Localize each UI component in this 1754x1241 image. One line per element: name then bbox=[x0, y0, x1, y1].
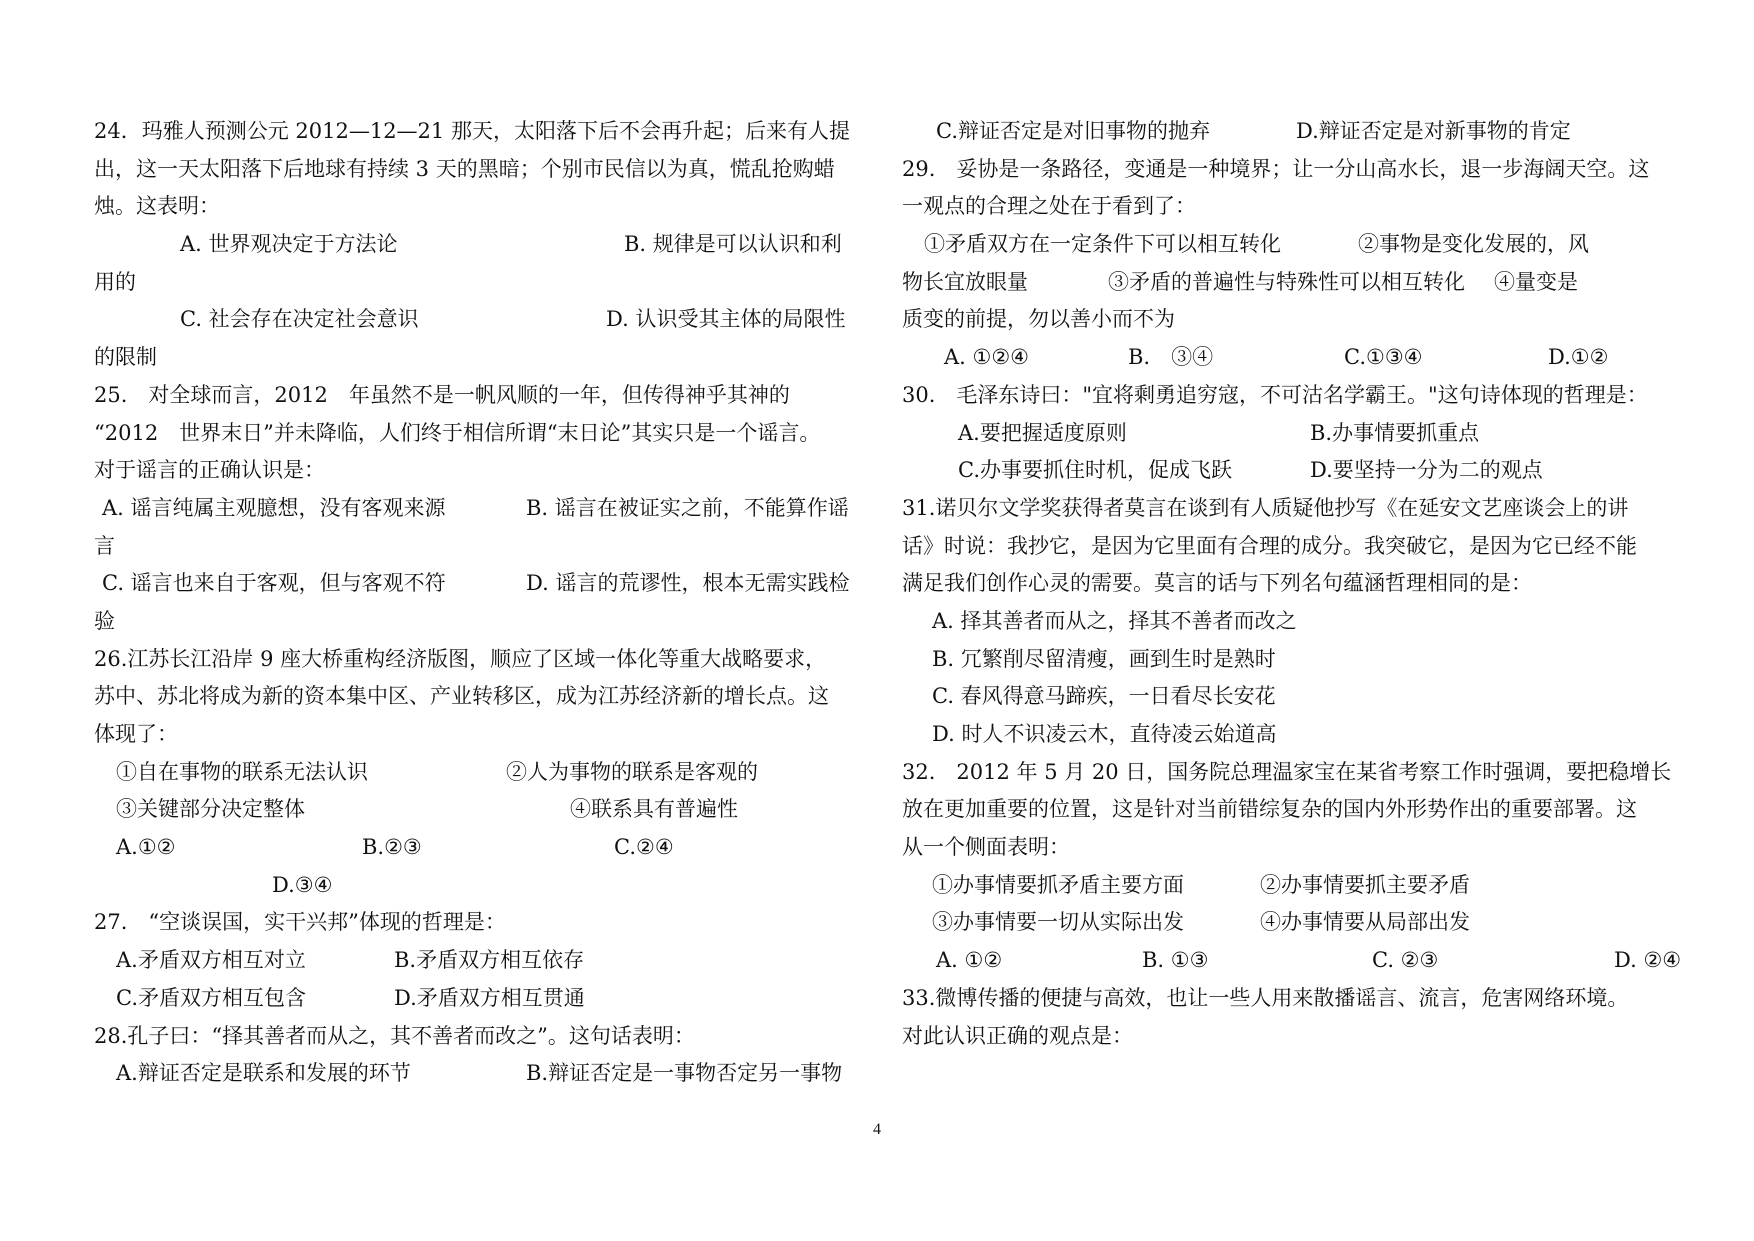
text-segment: 烛。这表明： bbox=[94, 194, 220, 219]
text-segment: 30. 毛泽东诗曰："宜将剩勇追穷寇，不可沽名学霸王。"这句诗体现的哲理是： bbox=[902, 382, 1648, 407]
text-segment: C.辩证否定是对旧事物的抛弃 bbox=[936, 119, 1210, 143]
text-line bbox=[902, 188, 1670, 226]
text-segment: “2012 世界末日”并未降临，人们终于相信所谓“末日论”其实只是一个谣言。 bbox=[94, 420, 821, 445]
text-line bbox=[902, 867, 1670, 905]
text-line bbox=[902, 641, 1670, 679]
text-line bbox=[902, 1018, 1670, 1056]
text-line bbox=[94, 829, 862, 867]
text-segment: D.矛盾双方相互贯通 bbox=[394, 985, 585, 1010]
text-line bbox=[902, 942, 1682, 980]
text-line bbox=[94, 377, 862, 415]
text-line bbox=[94, 942, 862, 980]
text-segment: 验 bbox=[94, 608, 115, 633]
text-line bbox=[94, 791, 862, 829]
text-segment: A.辩证否定是联系和发展的环节 bbox=[116, 1061, 411, 1086]
text-segment: 出，这一天太阳落下后地球有持续 3 天的黑暗；个别市民信以为真，慌乱抢购蜡 bbox=[94, 156, 835, 181]
text-segment: A.矛盾双方相互对立 bbox=[116, 948, 306, 973]
text-line bbox=[902, 226, 1670, 264]
text-segment: A. ①②④ bbox=[944, 345, 1029, 370]
text-segment: D. ②④ bbox=[1614, 948, 1682, 973]
text-line bbox=[902, 301, 1670, 339]
text-segment: C.②④ bbox=[614, 835, 674, 860]
text-segment: B.办事情要抓重点 bbox=[1310, 420, 1480, 445]
text-line bbox=[94, 339, 862, 377]
text-segment: ④联系具有普遍性 bbox=[570, 797, 738, 822]
text-segment: B.矛盾双方相互依存 bbox=[394, 948, 585, 973]
text-segment: 话》时说：我抄它，是因为它里面有合理的成分。我突破它，是因为它已经不能 bbox=[902, 533, 1637, 558]
text-segment: A. 世界观决定于方法论 bbox=[180, 232, 398, 257]
text-segment: C. ②③ bbox=[1372, 948, 1439, 973]
text-segment: B. 冗繁削尽留清瘦，画到生时是熟时 bbox=[932, 646, 1276, 671]
text-segment: 放在更加重要的位置，这是针对当前错综复杂的国内外形势作出的重要部署。这 bbox=[902, 797, 1637, 822]
text-line bbox=[94, 452, 862, 490]
text-line bbox=[902, 754, 1670, 792]
text-segment: 27. “空谈误国，实干兴邦”体现的哲理是： bbox=[94, 910, 506, 935]
text-segment: 31.诺贝尔文学奖获得者莫言在谈到有人质疑他抄写《在延安文艺座谈会上的讲 bbox=[902, 495, 1629, 520]
text-segment: A.要把握适度原则 bbox=[958, 420, 1127, 445]
text-segment: B. 谣言在被证实之前，不能算作谣 bbox=[526, 495, 849, 520]
text-line bbox=[902, 904, 1670, 942]
page-number: 4 bbox=[873, 1121, 881, 1138]
text-segment: ④量变是 bbox=[1494, 269, 1578, 294]
text-line bbox=[94, 678, 862, 716]
text-line bbox=[94, 490, 862, 528]
text-segment: D. 认识受其主体的局限性 bbox=[606, 307, 846, 332]
text-segment: B.辩证否定是一事物否定另一事物 bbox=[526, 1061, 843, 1086]
text-segment: A. ①② bbox=[936, 948, 1003, 973]
text-line bbox=[94, 528, 862, 566]
text-line bbox=[94, 151, 862, 189]
text-segment: A. 谣言纯属主观臆想，没有客观来源 bbox=[102, 495, 446, 520]
right-column bbox=[902, 113, 1682, 1055]
text-line bbox=[902, 151, 1670, 189]
text-segment: ②人为事物的联系是客观的 bbox=[506, 759, 758, 784]
text-segment: 苏中、苏北将成为新的资本集中区、产业转移区，成为江苏经济新的增长点。这 bbox=[94, 684, 829, 709]
text-segment: 质变的前提，勿以善小而不为 bbox=[902, 307, 1175, 332]
text-line bbox=[94, 754, 862, 792]
text-segment: D.①② bbox=[1548, 345, 1609, 370]
text-segment: ①矛盾双方在一定条件下可以相互转化 bbox=[924, 232, 1281, 257]
text-line bbox=[94, 113, 862, 151]
text-line bbox=[902, 678, 1670, 716]
left-column bbox=[94, 113, 862, 1093]
text-line bbox=[94, 716, 862, 754]
text-line bbox=[94, 1055, 862, 1093]
text-segment: D. 时人不识凌云木，直待凌云始道高 bbox=[932, 722, 1277, 746]
text-line bbox=[94, 904, 862, 942]
text-segment: D.③④ bbox=[272, 872, 333, 897]
text-line bbox=[902, 113, 1670, 151]
text-segment: 对此认识正确的观点是： bbox=[902, 1023, 1133, 1048]
text-segment: C. 社会存在决定社会意识 bbox=[180, 307, 419, 332]
text-line bbox=[94, 301, 862, 339]
text-line bbox=[94, 415, 862, 453]
text-line bbox=[94, 226, 862, 264]
text-segment: 32. 2012 年 5 月 20 日，国务院总理温家宝在某省考察工作时强调，要把稳增长 bbox=[902, 759, 1672, 784]
text-segment: 物长宜放眼量 bbox=[902, 269, 1028, 294]
text-segment: 言 bbox=[94, 533, 115, 558]
text-line bbox=[902, 603, 1670, 641]
text-line bbox=[902, 716, 1670, 754]
text-segment: D.要坚持一分为二的观点 bbox=[1310, 458, 1543, 483]
text-line bbox=[94, 603, 862, 641]
text-segment: ②办事情要抓主要矛盾 bbox=[1260, 872, 1470, 897]
text-segment: 对于谣言的正确认识是： bbox=[94, 458, 325, 483]
text-segment: ②事物是变化发展的，风 bbox=[1358, 232, 1589, 257]
text-segment: 28.孔子曰：“择其善者而从之，其不善者而改之”。这句话表明： bbox=[94, 1023, 695, 1048]
text-segment: B.②③ bbox=[362, 835, 422, 860]
text-segment: A.①② bbox=[116, 835, 176, 860]
text-segment: ④办事情要从局部出发 bbox=[1260, 910, 1470, 935]
text-segment: A. 择其善者而从之，择其不善者而改之 bbox=[932, 608, 1297, 633]
text-line bbox=[902, 415, 1670, 453]
text-line bbox=[902, 528, 1670, 566]
text-segment: ①自在事物的联系无法认识 bbox=[116, 759, 368, 784]
text-segment: 的限制 bbox=[94, 345, 157, 370]
text-line bbox=[902, 377, 1670, 415]
text-line bbox=[902, 791, 1670, 829]
text-segment: 体现了： bbox=[94, 722, 178, 746]
text-line bbox=[94, 565, 862, 603]
text-segment: 一观点的合理之处在于看到了： bbox=[902, 194, 1196, 219]
text-line bbox=[902, 452, 1670, 490]
text-segment: 25. 对全球而言，2012 年虽然不是一帆风顺的一年，但传得神乎其神的 bbox=[94, 382, 790, 407]
text-line bbox=[902, 339, 1670, 377]
text-line bbox=[902, 829, 1670, 867]
text-segment: ③关键部分决定整体 bbox=[116, 797, 305, 822]
text-segment: ③矛盾的普遍性与特殊性可以相互转化 bbox=[1108, 269, 1465, 294]
text-segment: 26.江苏长江沿岸 9 座大桥重构经济版图，顺应了区域一体化等重大战略要求， bbox=[94, 646, 827, 671]
text-segment: 29. 妥协是一条路径，变通是一种境界；让一分山高水长，退一步海阔天空。这 bbox=[902, 156, 1650, 181]
text-line bbox=[94, 980, 862, 1018]
text-segment: D.辩证否定是对新事物的肯定 bbox=[1296, 119, 1571, 143]
text-segment: B. ①③ bbox=[1142, 948, 1209, 973]
text-segment: B. 规律是可以认识和利 bbox=[624, 232, 842, 257]
text-segment: B. ③④ bbox=[1128, 345, 1214, 370]
text-line bbox=[94, 867, 862, 905]
text-line bbox=[94, 264, 862, 302]
text-segment: C.矛盾双方相互包含 bbox=[116, 985, 306, 1010]
text-line bbox=[94, 188, 862, 226]
text-line bbox=[94, 1018, 862, 1056]
text-segment: C.办事要抓住时机，促成飞跃 bbox=[958, 458, 1232, 483]
text-segment: D. 谣言的荒谬性，根本无需实践检 bbox=[526, 571, 850, 596]
text-segment: 用的 bbox=[94, 269, 136, 294]
text-segment: C. 谣言也来自于客观，但与客观不符 bbox=[102, 571, 446, 596]
text-segment: C.①③④ bbox=[1344, 345, 1423, 370]
text-line bbox=[902, 264, 1670, 302]
text-segment: ①办事情要抓矛盾主要方面 bbox=[932, 872, 1184, 897]
text-line bbox=[902, 980, 1670, 1018]
text-segment: 33.微博传播的便捷与高效，也让一些人用来散播谣言、流言，危害网络环境。 bbox=[902, 985, 1629, 1010]
text-line bbox=[902, 565, 1670, 603]
text-segment: C. 春风得意马蹄疾，一日看尽长安花 bbox=[932, 684, 1276, 709]
text-segment: ③办事情要一切从实际出发 bbox=[932, 910, 1184, 935]
text-segment: 满足我们创作心灵的需要。莫言的话与下列名句蕴涵哲理相同的是： bbox=[902, 571, 1532, 596]
text-line bbox=[902, 490, 1670, 528]
text-segment: 从一个侧面表明： bbox=[902, 835, 1070, 860]
text-segment: 24．玛雅人预测公元 2012—12—21 那天，太阳落下后不会再升起；后来有人提 bbox=[94, 119, 850, 143]
text-line bbox=[94, 641, 862, 679]
